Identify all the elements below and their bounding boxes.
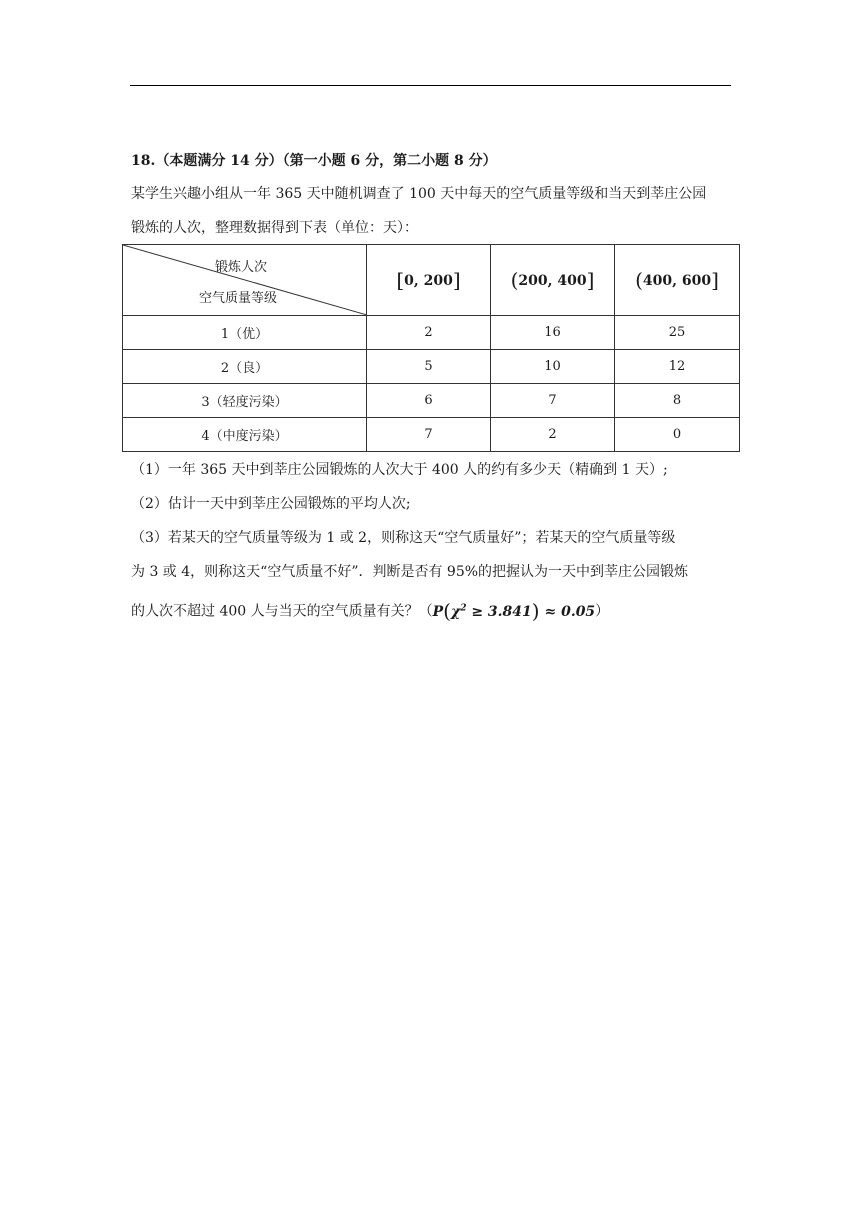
question-1: （1）一年 365 天中到莘庄公园锻炼的人次大于 400 人的约有多少天（精确到 1 天）; xyxy=(131,462,668,478)
question-3-line-2: 为 3 或 4，则称这天“空气质量不好”．判断是否有 95%的把握认为一天中到莘庄公园锻炼 xyxy=(131,564,689,580)
table-cell: 6 xyxy=(367,384,491,418)
table-cell: 2 xyxy=(491,418,615,452)
row-label: 1（优） xyxy=(123,316,367,350)
data-table xyxy=(122,244,740,452)
table-cell: 2 xyxy=(367,316,491,350)
table-cell: 8 xyxy=(615,384,740,418)
question-3-line-1: （3）若某天的空气质量等级为 1 或 2，则称这天“空气质量好”；若某天的空气质量等级 xyxy=(131,530,676,546)
row-label: 2（良） xyxy=(123,350,367,384)
table-row xyxy=(123,418,740,452)
table-cell: 12 xyxy=(615,350,740,384)
table-corner-cell xyxy=(123,245,367,316)
table-row xyxy=(123,350,740,384)
table-cell: 16 xyxy=(491,316,615,350)
table-row xyxy=(123,316,740,350)
row-label: 4（中度污染） xyxy=(123,418,367,452)
corner-top-label: 锻炼人次 xyxy=(215,260,268,275)
intro-line-1: 某学生兴趣小组从一年 365 天中随机调查了 100 天中每天的空气质量等级和当天到莘庄公园 xyxy=(131,186,707,202)
intro-line-2: 锻炼的人次，整理数据得到下表（单位：天）： xyxy=(131,220,418,236)
table-cell: 0 xyxy=(615,418,740,452)
question-3-line-3: 的人次不超过 400 人与当天的空气质量有关？$(P(\chi^2 \ge 3.841) \approx 0.05)$ xyxy=(131,598,610,623)
header-rule xyxy=(130,85,731,86)
table-cell: 7 xyxy=(367,418,491,452)
row-label: 3（轻度污染） xyxy=(123,384,367,418)
corner-bottom-label: 空气质量等级 xyxy=(199,291,278,306)
question-2: （2）估计一天中到莘庄公园锻炼的平均人次; xyxy=(131,496,411,512)
table-cell: 10 xyxy=(491,350,615,384)
chi-square-formula: $P(\chi^2 \ge 3.841) \approx 0.05$ xyxy=(432,598,596,623)
table-cell: 7 xyxy=(491,384,615,418)
column-header-200-400: (200, 400] xyxy=(491,245,615,316)
table-cell: 5 xyxy=(367,350,491,384)
table-cell: 25 xyxy=(615,316,740,350)
table-header-row xyxy=(123,245,740,316)
column-header-400-600: (400, 600] xyxy=(615,245,740,316)
problem-heading: 18.（本题满分 14 分）（第一小题 6 分，第二小题 8 分） xyxy=(131,153,497,169)
table-row xyxy=(123,384,740,418)
column-header-0-200: [0, 200] xyxy=(367,245,491,316)
